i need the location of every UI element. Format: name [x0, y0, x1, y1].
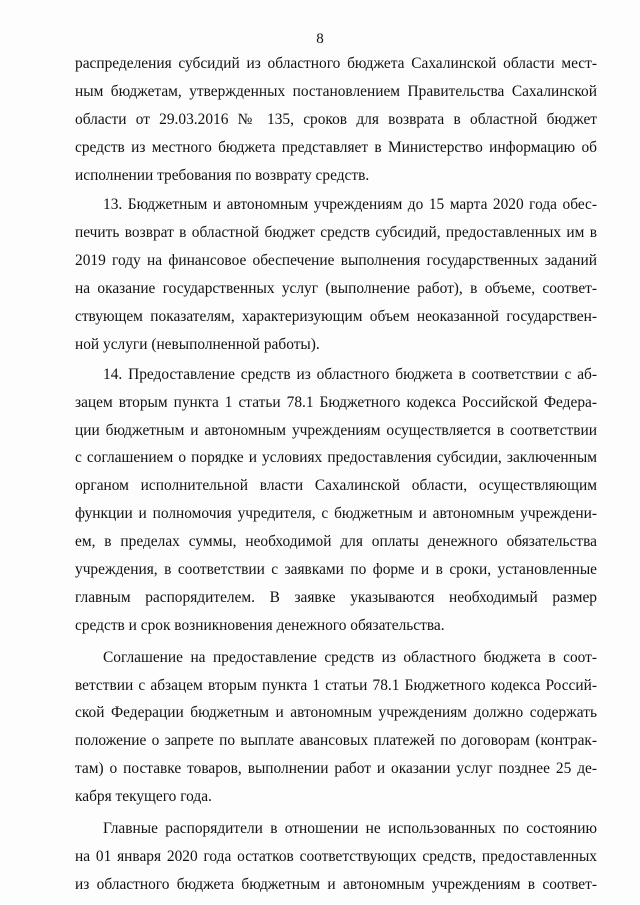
text-line: с соглашением о порядке и условиях предоставления субсидии, заключенным: [75, 449, 597, 467]
text-line: из областного бюджета бюджетным и автономным учреждениям в соответ-: [75, 875, 597, 893]
text-line: положение о запрете по выплате авансовых платежей по договорам (контрак-: [75, 732, 597, 750]
text-line: на 01 января 2020 года остатков соответствующих средств, предоставленных: [75, 847, 597, 865]
text-line: функции и полномочия учредителя, с бюджетным и автономным учреждени-: [75, 505, 597, 523]
paragraph-main-administrators: [75, 815, 597, 899]
text-line: ветствии с абзацем вторым пункта 1 статьи 78.1 Бюджетного кодекса Россий-: [75, 676, 597, 694]
text-line: печить возврат в областной бюджет средств субсидий, предоставленных им в: [75, 224, 597, 242]
text-line: кабря текущего года.: [75, 788, 212, 806]
paragraph-13: [75, 191, 597, 358]
text-line: Главные распорядители в отношении не использованных по состоянию: [103, 820, 597, 838]
text-line: области от 29.03.2016 № 135, сроков для возврата в областной бюджет: [75, 110, 597, 128]
paragraph-continuation: [75, 50, 597, 189]
text-line: на оказание государственных услуг (выполнение работ), в объеме, соответ-: [75, 280, 597, 298]
text-line: учреждения, в соответствии с заявками по форме и в сроки, установленные: [75, 561, 597, 579]
text-line: ем, в пределах суммы, необходимой для оплаты денежного обязательства: [75, 533, 597, 551]
paragraph-14: [75, 361, 597, 640]
text-line: зацем вторым пункта 1 статьи 78.1 Бюджетного кодекса Российской Федера-: [75, 393, 597, 411]
text-line: ствующем показателям, характеризующим объем неоказанной государствен-: [75, 308, 597, 326]
text-line: ным бюджетам, утвержденных постановлением Правительства Сахалинской: [75, 82, 597, 100]
text-line: 2019 году на финансовое обеспечение выполнения государственных заданий: [75, 252, 597, 270]
text-line: ции бюджетным и автономным учреждениям осуществляется в соответствии: [75, 421, 597, 439]
text-line: 14. Предоставление средств из областного бюджета в соответствии с аб-: [103, 365, 597, 383]
text-line: средств и срок возникновения денежного обязательства.: [75, 616, 445, 634]
text-line: средств из местного бюджета представляет в Министерство информацию об: [75, 138, 597, 156]
text-line: исполнении требования по возврату средств.: [75, 166, 370, 184]
page-number: 8: [316, 31, 324, 47]
text-line: 13. Бюджетным и автономным учреждениям до 15 марта 2020 года обес-: [103, 196, 597, 214]
text-line: распределения субсидий из областного бюджета Сахалинской области мест-: [75, 55, 597, 72]
text-line: ской Федерации бюджетным и автономным учреждениям должно содержать: [75, 704, 597, 722]
document-body: [75, 50, 597, 899]
text-line: ной услуги (невыполненной работы).: [75, 335, 320, 353]
text-line: Соглашение на предоставление средств из областного бюджета в соот-: [103, 648, 597, 666]
text-line: главным распорядителем. В заявке указываются необходимый размер: [75, 588, 597, 606]
paragraph-agreement: [75, 644, 597, 811]
text-line: органом исполнительной власти Сахалинской области, осуществляющим: [75, 477, 597, 495]
text-line: там) о поставке товаров, выполнении работ и оказании услуг позднее 25 де-: [75, 760, 597, 778]
